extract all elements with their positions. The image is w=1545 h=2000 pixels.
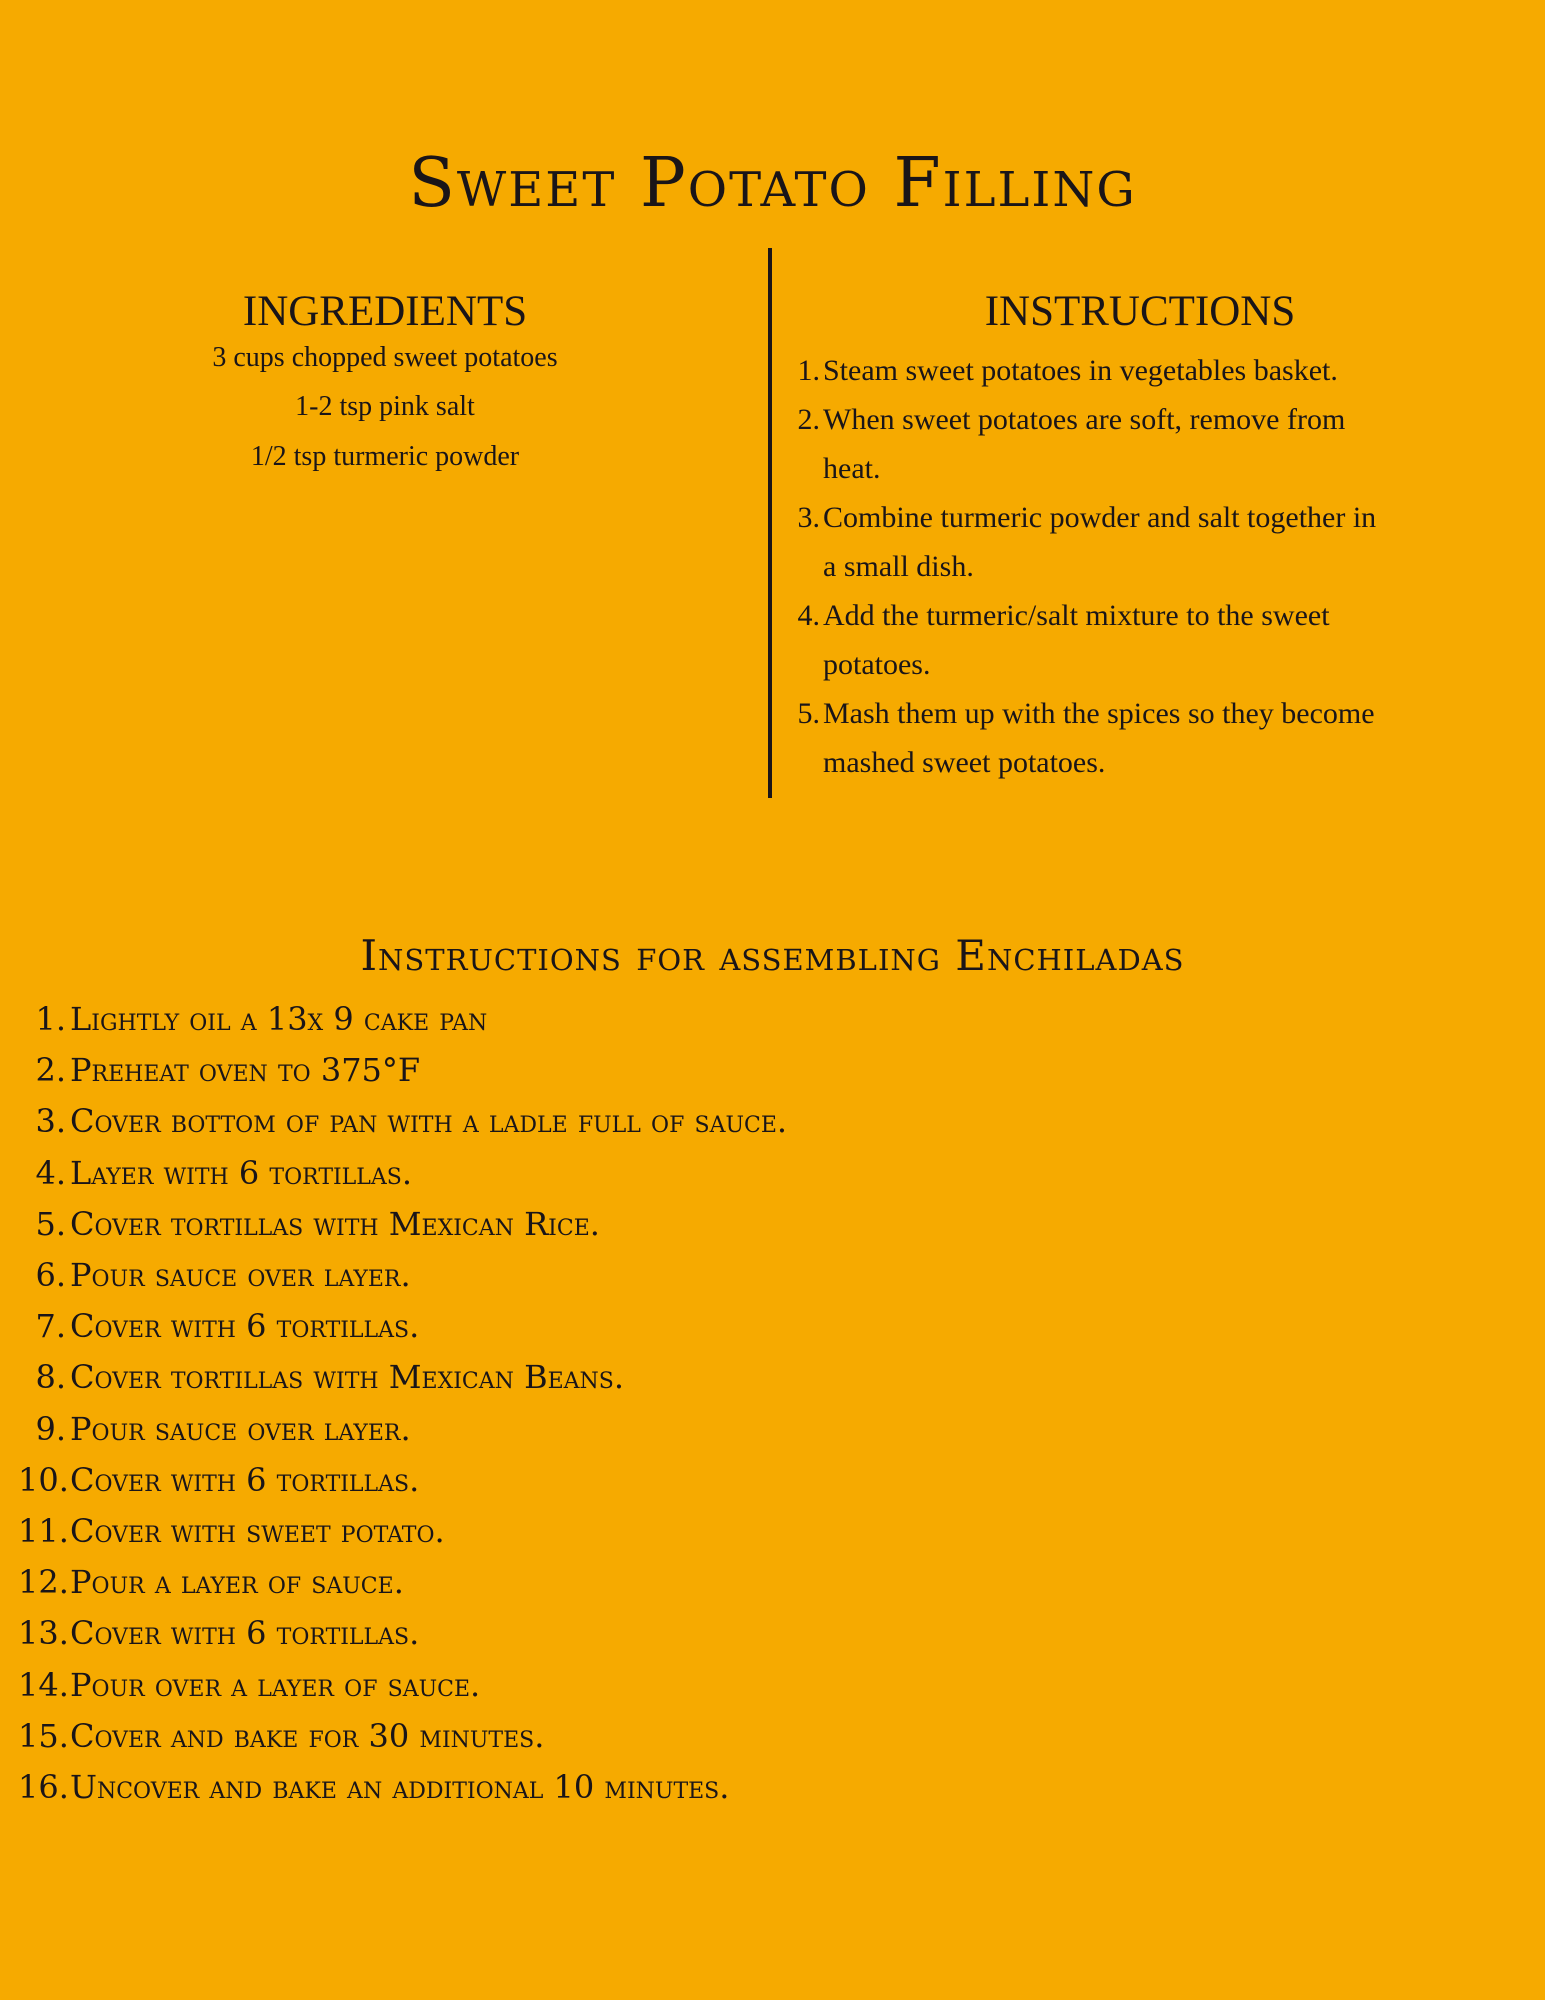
step-number: 16.	[18, 1768, 69, 1807]
step-text: Add the turmeric/salt mixture to the sweet	[823, 599, 1330, 632]
assembly-step	[18, 1045, 1418, 1096]
assembly-step	[18, 1455, 1418, 1506]
ingredient-item: 1/2 tsp turmeric powder	[250, 441, 520, 472]
step-text: Mash them up with the spices so they become	[823, 697, 1375, 730]
step-text: When sweet potatoes are soft, remove from	[823, 403, 1346, 436]
step-number: 4.	[797, 599, 820, 632]
assembly-step	[18, 1404, 1418, 1455]
step-text: Cover with sweet potato.	[70, 1512, 445, 1551]
assembly-list	[18, 994, 1418, 1813]
ingredients-heading: INGREDIENTS	[242, 288, 528, 335]
instructions-heading: INSTRUCTIONS	[984, 288, 1296, 335]
step-number: 10.	[18, 1460, 69, 1499]
step-text: Cover with 6 tortillas.	[70, 1307, 420, 1346]
assembly-step	[18, 1762, 1418, 1813]
assembly-step	[18, 1711, 1418, 1762]
step-text: Steam sweet potatoes in vegetables basket.	[823, 354, 1338, 387]
step-text: Preheat oven to 375°F	[70, 1051, 421, 1090]
instruction-step	[790, 689, 1490, 787]
step-text: heat.	[823, 452, 881, 485]
step-number: 14.	[18, 1665, 69, 1704]
instruction-step	[790, 591, 1490, 689]
step-text: potatoes.	[823, 648, 931, 681]
step-number: 5.	[35, 1204, 66, 1243]
step-text: Lightly oil a 13x 9 cake pan	[70, 1000, 488, 1038]
step-number: 3.	[797, 501, 820, 534]
step-number: 2.	[797, 403, 820, 436]
assembly-step	[18, 1148, 1418, 1199]
step-number: 1.	[797, 354, 820, 387]
assembly-step	[18, 1660, 1418, 1711]
step-text: Cover tortillas with Mexican Beans.	[70, 1358, 625, 1397]
assembly-heading: Instructions for assembling Enchiladas	[360, 931, 1185, 980]
step-text: Cover with 6 tortillas.	[70, 1460, 420, 1499]
step-text: Pour a layer of sauce.	[70, 1563, 404, 1602]
assembly-step	[18, 1199, 1418, 1250]
step-number: 3.	[35, 1102, 66, 1141]
step-number: 13.	[18, 1614, 69, 1653]
step-text: Pour sauce over layer.	[70, 1409, 411, 1448]
page-title: Sweet Potato Filling	[408, 144, 1137, 223]
step-number: 5.	[797, 697, 820, 730]
instructions-list	[790, 346, 1490, 787]
assembly-step	[18, 1506, 1418, 1557]
ingredient-item: 3 cups chopped sweet potatoes	[212, 342, 558, 373]
step-text: Cover bottom of pan with a ladle full of sauce.	[70, 1102, 788, 1141]
step-number: 6.	[35, 1256, 66, 1295]
step-text: Pour sauce over layer.	[70, 1256, 411, 1295]
assembly-step	[18, 1557, 1418, 1608]
assembly-step	[18, 1608, 1418, 1659]
step-text: Cover tortillas with Mexican Rice.	[70, 1204, 600, 1243]
ingredients-section	[80, 282, 690, 482]
step-number: 11.	[18, 1512, 69, 1551]
instruction-step	[790, 493, 1490, 591]
step-text: Cover and bake for 30 minutes.	[70, 1716, 545, 1755]
step-number: 8.	[35, 1358, 66, 1397]
step-text: Cover with 6 tortillas.	[70, 1614, 420, 1653]
step-number: 15.	[18, 1716, 69, 1755]
assembly-step	[18, 994, 1418, 1045]
step-number: 7.	[35, 1307, 66, 1346]
instruction-step	[790, 346, 1490, 395]
column-divider	[768, 248, 772, 798]
instructions-section	[790, 282, 1490, 787]
step-text: Combine turmeric powder and salt together in	[823, 501, 1377, 534]
step-number: 9.	[35, 1409, 66, 1448]
step-text: a small dish.	[823, 550, 974, 583]
step-text: Uncover and bake an additional 10 minutes.	[70, 1768, 730, 1807]
step-number: 12.	[18, 1563, 69, 1602]
assembly-step	[18, 1301, 1418, 1352]
step-number: 2.	[35, 1051, 66, 1090]
assembly-step	[18, 1352, 1418, 1403]
ingredient-item: 1-2 tsp pink salt	[295, 391, 475, 422]
assembly-step	[18, 1096, 1418, 1147]
step-text: Pour over a layer of sauce.	[70, 1665, 481, 1704]
step-text: mashed sweet potatoes.	[823, 746, 1106, 779]
ingredients-list	[80, 342, 690, 482]
assembly-step	[18, 1250, 1418, 1301]
step-number: 1.	[35, 1000, 66, 1038]
step-text: Layer with 6 tortillas.	[70, 1153, 413, 1192]
instruction-step	[790, 395, 1490, 493]
step-number: 4.	[35, 1153, 66, 1192]
